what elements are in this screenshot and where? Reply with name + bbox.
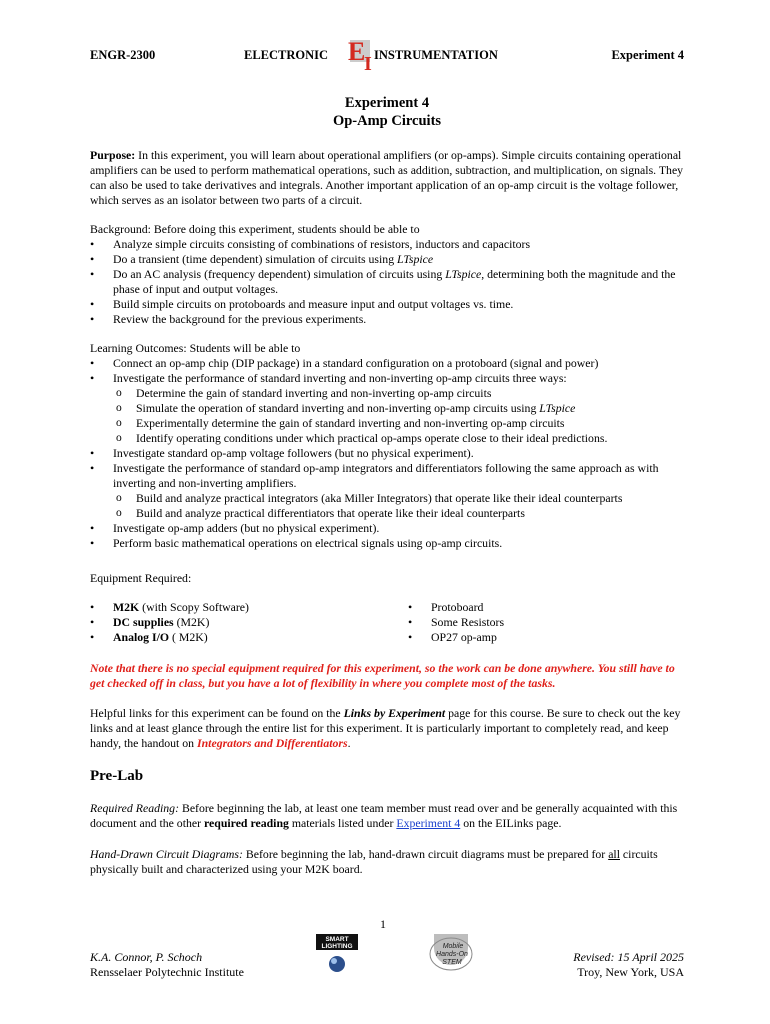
links-paragraph: Helpful links for this experiment can be found on the Links by Experiment page for this course. Be sure to check out the key links and at least glance through the entire list for this experiment. It is particularly important to completely read, and keep handy, the handout on Integrators and Differentiators. (90, 706, 681, 750)
footer-revised: Revised: 15 April 2025 (573, 950, 684, 964)
list-item: • Connect an op-amp chip (DIP package) in a standard configuration on a protoboard (signal and power) (90, 356, 684, 371)
svg-text:I: I (364, 53, 372, 72)
background-intro: Background: Before doing this experiment, students should be able to (90, 222, 420, 236)
background-list (90, 237, 684, 327)
smart-lighting-logo (316, 934, 358, 974)
document-title (90, 94, 684, 130)
sub-list-item: o Experimentally determine the gain of standard inverting and non-inverting op-amp circuits (90, 416, 684, 431)
sub-list (90, 491, 684, 521)
equipment-list-2 (408, 600, 684, 645)
list-item: • Protoboard (408, 600, 684, 615)
course-code: ENGR-2300 (90, 48, 156, 62)
experiment-4-link[interactable]: Experiment 4 (396, 816, 461, 830)
svg-text:SMART: SMART (325, 936, 349, 943)
outcomes-section (90, 341, 684, 551)
hand-drawn-paragraph: Hand-Drawn Circuit Diagrams: Before beginning the lab, hand-drawn circuit diagrams must be prepared for all circuits physically built and characterized using your M2K board. (90, 847, 658, 876)
page-header (90, 37, 684, 72)
list-item: • Do a transient (time dependent) simulation of circuits using LTspice (90, 252, 684, 267)
list-item: • Investigate the performance of standard op-amp integrators and differentiators following the same approach as with inverting and non-inverting amplifiers. o Build and analyze practical integrators (aka Miller Integrators) that operate like their ideal counterparts o Build and analyze practical differentiators that operate like their ideal counterparts (90, 461, 684, 521)
sub-list-item: o Determine the gain of standard inverting and non-inverting op-amp circuits (90, 386, 684, 401)
background-section (90, 222, 684, 327)
header-instrumentation: INSTRUMENTATION (374, 48, 498, 62)
footer-location: Troy, New York, USA (577, 965, 684, 979)
list-item: • Investigate standard op-amp voltage followers (but no physical experiment). (90, 446, 684, 461)
mobile-hands-on-stem-logo (428, 932, 474, 972)
list-item: • Analog I/O ( M2K) (90, 630, 390, 645)
list-item: • Perform basic mathematical operations on electrical signals using op-amp circuits. (90, 536, 684, 551)
footer-institute: Rensselaer Polytechnic Institute (90, 965, 244, 979)
list-item: • M2K (with Scopy Software) (90, 600, 390, 615)
sub-list-item: o Simulate the operation of standard inverting and non-inverting op-amp circuits using LTspice (90, 401, 684, 416)
list-item: • Build simple circuits on protoboards and measure input and output voltages vs. time. (90, 297, 684, 312)
footer-authors: K.A. Connor, P. Schoch (90, 950, 203, 964)
list-item: • DC supplies (M2K) (90, 615, 390, 630)
purpose-paragraph (90, 148, 684, 208)
prelab-heading: Pre-Lab (90, 768, 144, 784)
header-experiment: Experiment 4 (611, 48, 684, 62)
sub-list-item: o Build and analyze practical integrators (aka Miller Integrators) that operate like their ideal counterparts (90, 491, 684, 506)
sub-list (90, 386, 684, 446)
links-by-experiment: Links by Experiment (343, 706, 446, 720)
list-item: • Do an AC analysis (frequency dependent) simulation of circuits using LTspice, determining both the magnitude and the phase of input and output voltages. (90, 267, 684, 297)
header-electronic: ELECTRONIC (244, 48, 329, 62)
equipment-label: Equipment Required: (90, 571, 192, 585)
svg-text:Hands-On: Hands-On (436, 951, 468, 958)
page-number: 1 (380, 917, 386, 931)
list-item: • Analyze simple circuits consisting of combinations of resistors, inductors and capacitors (90, 237, 684, 252)
required-reading-paragraph: Required Reading: Before beginning the lab, at least one team member must read over and be generally acquainted with this document and the other required reading materials listed under Experiment 4 on the EILinks page. (90, 801, 678, 830)
integrators-link[interactable]: Integrators and Differentiators (197, 736, 348, 750)
title-line-1: Experiment 4 (344, 95, 430, 111)
list-item: • Investigate the performance of standard inverting and non-inverting op-amp circuits three ways: o Determine the gain of standard inverting and non-inverting op-amp circuits o Simulate the operation of standard inverting and non-inverting op-amp circuits using LTspice o Experimentally determine the gain of standard inverting and non-inverting op-amp circuits o Identify operating conditions under which practical op-amps operate close to their ideal predictions. (90, 371, 684, 446)
footer-left (90, 950, 244, 980)
list-item: • Review the background for the previous experiments. (90, 312, 684, 327)
list-item: • OP27 op-amp (408, 630, 684, 645)
purpose-label: Purpose: (90, 148, 136, 162)
footer-right (573, 950, 684, 980)
svg-text:Mobile: Mobile (442, 943, 464, 950)
outcomes-intro: Learning Outcomes: Students will be able to (90, 341, 301, 355)
svg-text:LIGHTING: LIGHTING (321, 943, 353, 950)
title-line-2: Op-Amp Circuits (332, 113, 442, 129)
svg-text:E: E (348, 37, 366, 66)
list-item: • Some Resistors (408, 615, 684, 630)
svg-text:STEM: STEM (442, 959, 462, 966)
purpose-text: In this experiment, you will learn about operational amplifiers (or op-amps). Simple circuits containing operational amplifiers can be used to perform mathematical operations, such as addition, subtraction, and multiplication, on signals. They can also be used to take derivatives and integrals. Another important application of an op-amp circuit is the voltage follower, which serves as an isolator between two parts of a circuit. (90, 148, 684, 207)
outcomes-list (90, 356, 684, 551)
list-item: • Investigate op-amp adders (but no physical experiment). (90, 521, 684, 536)
equipment-list-1 (90, 600, 390, 645)
sub-list-item: o Build and analyze practical differentiators that operate like their ideal counterparts (90, 506, 684, 521)
sub-list-item: o Identify operating conditions under which practical op-amps operate close to their ideal predictions. (90, 431, 684, 446)
special-note: Note that there is no special equipment required for this experiment, so the work can be done anywhere. You still have to get checked off in class, but you have a lot of flexibility in where you complete most of the tasks. (90, 661, 675, 690)
